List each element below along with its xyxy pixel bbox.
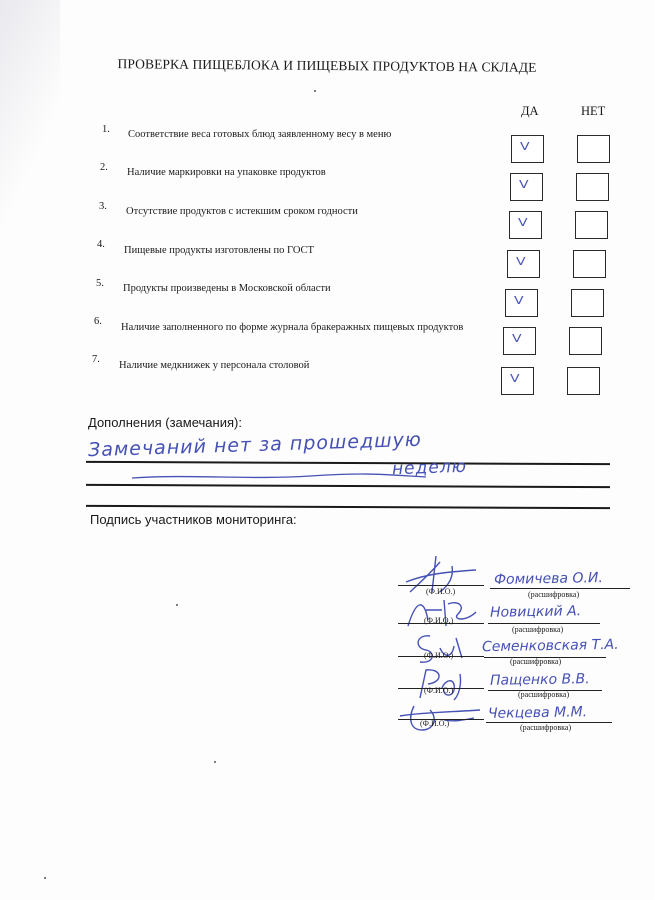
fio-caption: (Ф.И.О.) [424, 686, 454, 695]
checkbox-yes[interactable] [511, 135, 544, 163]
checkbox-yes[interactable] [501, 367, 534, 395]
item-number: 2. [100, 162, 108, 173]
decoded-name: Новицкий А. [489, 603, 582, 621]
checkbox-no[interactable] [571, 289, 604, 317]
checkmark-icon: V [514, 295, 524, 307]
checkbox-yes[interactable] [509, 211, 542, 239]
decode-caption: (расшифровка) [512, 625, 564, 634]
notes-rule-1 [86, 461, 610, 465]
decoded-name: Пащенко В.В. [489, 671, 590, 689]
decoded-name: Чекцева М.М. [487, 704, 588, 722]
item-number: 6. [94, 316, 102, 327]
item-text: Наличие маркировки на упаковке продуктов [127, 167, 326, 178]
form-title: ПРОВЕРКА ПИЩЕБЛОКА И ПИЩЕВЫХ ПРОДУКТОВ НА СКЛАДЕ [117, 56, 537, 75]
decode-line [488, 623, 600, 624]
item-text: Продукты произведены в Московской области [123, 283, 331, 294]
scan-speck [44, 877, 46, 879]
item-text: Отсутствие продуктов с истекшим сроком годности [126, 206, 358, 217]
checkmark-icon: V [519, 179, 529, 191]
decode-caption: (расшифровка) [520, 723, 572, 732]
item-number: 3. [99, 201, 107, 212]
signature-4 [396, 664, 486, 704]
fio-caption: (Ф.И.О.) [420, 719, 450, 728]
item-number: 5. [96, 278, 104, 289]
checkbox-yes[interactable] [507, 250, 540, 278]
scan-speck [314, 90, 316, 92]
item-text: Наличие медкнижек у персонала столовой [119, 360, 310, 371]
checkmark-icon: V [510, 373, 520, 385]
signatures-label: Подпись участников мониторинга: [90, 512, 297, 527]
scan-edge-shadow [0, 0, 60, 300]
decode-line [490, 588, 630, 589]
checkbox-no[interactable] [573, 250, 606, 278]
fio-caption: (Ф.И.О.) [424, 651, 454, 660]
column-header-yes: ДА [521, 104, 539, 118]
item-number: 7. [92, 354, 100, 365]
checkbox-no[interactable] [577, 135, 610, 163]
decode-caption: (расшифровка) [510, 657, 562, 666]
signature-3 [396, 628, 486, 668]
checkmark-icon: V [520, 141, 530, 153]
decoded-name: Фомичева О.И. [493, 570, 603, 588]
fio-caption: (Ф.И.О.) [424, 616, 454, 625]
decode-caption: (расшифровка) [528, 590, 580, 599]
checkbox-no[interactable] [567, 367, 600, 395]
notes-handwriting-line2: неделю [391, 456, 468, 480]
item-text: Соответствие веса готовых блюд заявленному весу в меню [128, 129, 392, 140]
notes-rule-2 [86, 484, 610, 488]
decode-caption: (расшифровка) [518, 690, 570, 699]
notes-handwriting-line1: Замечаний нет за прошедшую [87, 428, 423, 462]
notes-rule-3 [86, 505, 610, 509]
checkbox-no[interactable] [576, 173, 609, 201]
scan-speck [214, 761, 216, 763]
checkbox-no[interactable] [575, 211, 608, 239]
item-text: Пищевые продукты изготовлены по ГОСТ [124, 245, 314, 256]
fio-line [398, 585, 484, 586]
notes-label: Дополнения (замечания): [88, 415, 242, 430]
item-text: Наличие заполненного по форме журнала бракеражных пищевых продуктов [121, 322, 464, 333]
item-number: 1. [102, 124, 110, 135]
checkbox-yes[interactable] [510, 173, 543, 201]
scan-speck [176, 604, 178, 606]
checkbox-yes[interactable] [503, 327, 536, 355]
column-header-no: НЕТ [581, 104, 606, 118]
checkbox-yes[interactable] [505, 289, 538, 317]
fio-caption: (Ф.И.О.) [426, 587, 456, 596]
checkmark-icon: V [512, 333, 522, 345]
checkbox-no[interactable] [569, 327, 602, 355]
checkmark-icon: V [518, 217, 528, 229]
decoded-name: Семенковская Т.А. [481, 636, 619, 656]
checkmark-icon: V [516, 256, 526, 268]
item-number: 4. [97, 239, 105, 250]
notes-scribble-line [130, 470, 430, 484]
